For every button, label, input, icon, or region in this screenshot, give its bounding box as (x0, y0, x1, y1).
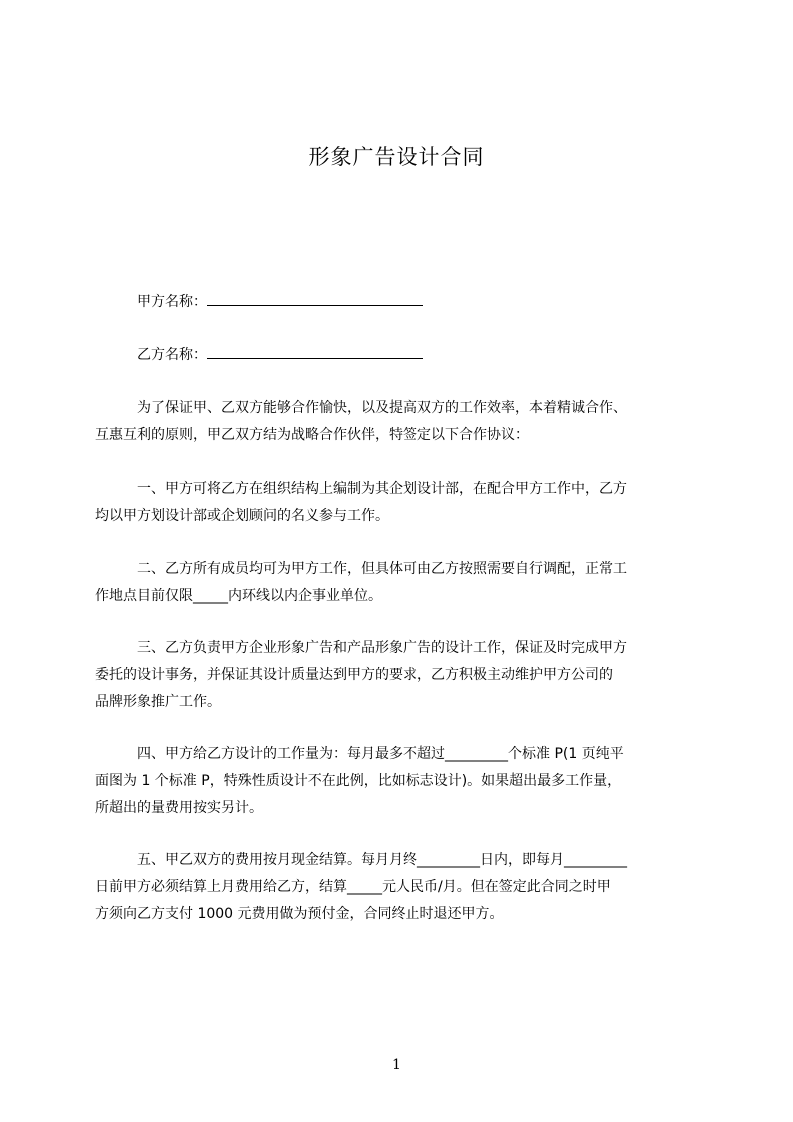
party-a-field (137, 291, 423, 312)
page-number: 1 (392, 1057, 401, 1073)
paragraph-line: 五、甲乙双方的费用按月现金结算。每月月终_________日内，即每月_________ (137, 852, 627, 868)
paragraph-clause-1 (95, 476, 703, 530)
paragraph-line: 一、甲方可将乙方在组织结构上编制为其企划设计部，在配合甲方工作中，乙方 (137, 481, 627, 497)
paragraph-line: 作地点目前仅限_____内环线以内企事业单位。 (95, 588, 382, 604)
paragraph-line: 日前甲方必须结算上月费用给乙方，结算_____元人民币/月。但在签定此合同之时甲 (95, 879, 611, 895)
paragraph-line: 方须向乙方支付 1000 元费用做为预付金，合同终止时退还甲方。 (95, 906, 504, 922)
paragraph-line: 面图为 1 个标准 P，特殊性质设计不在此例，比如标志设计)。如果超出最多工作量， (95, 773, 622, 789)
paragraph-preamble (95, 395, 703, 449)
paragraph-line: 二、乙方所有成员均可为甲方工作，但具体可由乙方按照需要自行调配，正常工 (137, 561, 627, 577)
paragraph-line: 均以甲方划设计部或企划顾问的名义参与工作。 (95, 508, 389, 524)
party-a-blank (207, 291, 423, 306)
paragraph-clause-5 (95, 847, 703, 928)
paragraph-line: 四、甲方给乙方设计的工作量为：每月最多不超过_________个标准 P(1 页纯平 (137, 746, 624, 762)
paragraph-line: 三、乙方负责甲方企业形象广告和产品形象广告的设计工作，保证及时完成甲方 (137, 640, 627, 656)
paragraph-clause-2 (95, 556, 703, 610)
paragraph-clause-4 (95, 741, 703, 822)
party-b-blank (207, 344, 423, 359)
party-b-label: 乙方名称： (137, 347, 207, 363)
party-a-label: 甲方名称： (137, 294, 207, 310)
paragraph-line: 所超出的量费用按实另计。 (95, 800, 263, 816)
paragraph-line: 为了保证甲、乙双方能够合作愉快，以及提高双方的工作效率，本着精诚合作、 (137, 400, 627, 416)
paragraph-line: 品牌形象推广工作。 (95, 694, 221, 710)
party-b-field (137, 344, 423, 365)
paragraph-line: 互惠互利的原则，甲乙双方结为战略合作伙伴，特签定以下合作协议： (95, 427, 529, 443)
paragraph-line: 委托的设计事务，并保证其设计质量达到甲方的要求，乙方积极主动维护甲方公司的 (95, 667, 613, 683)
document-title: 形象广告设计合同 (308, 145, 485, 169)
paragraph-clause-3 (95, 635, 703, 716)
